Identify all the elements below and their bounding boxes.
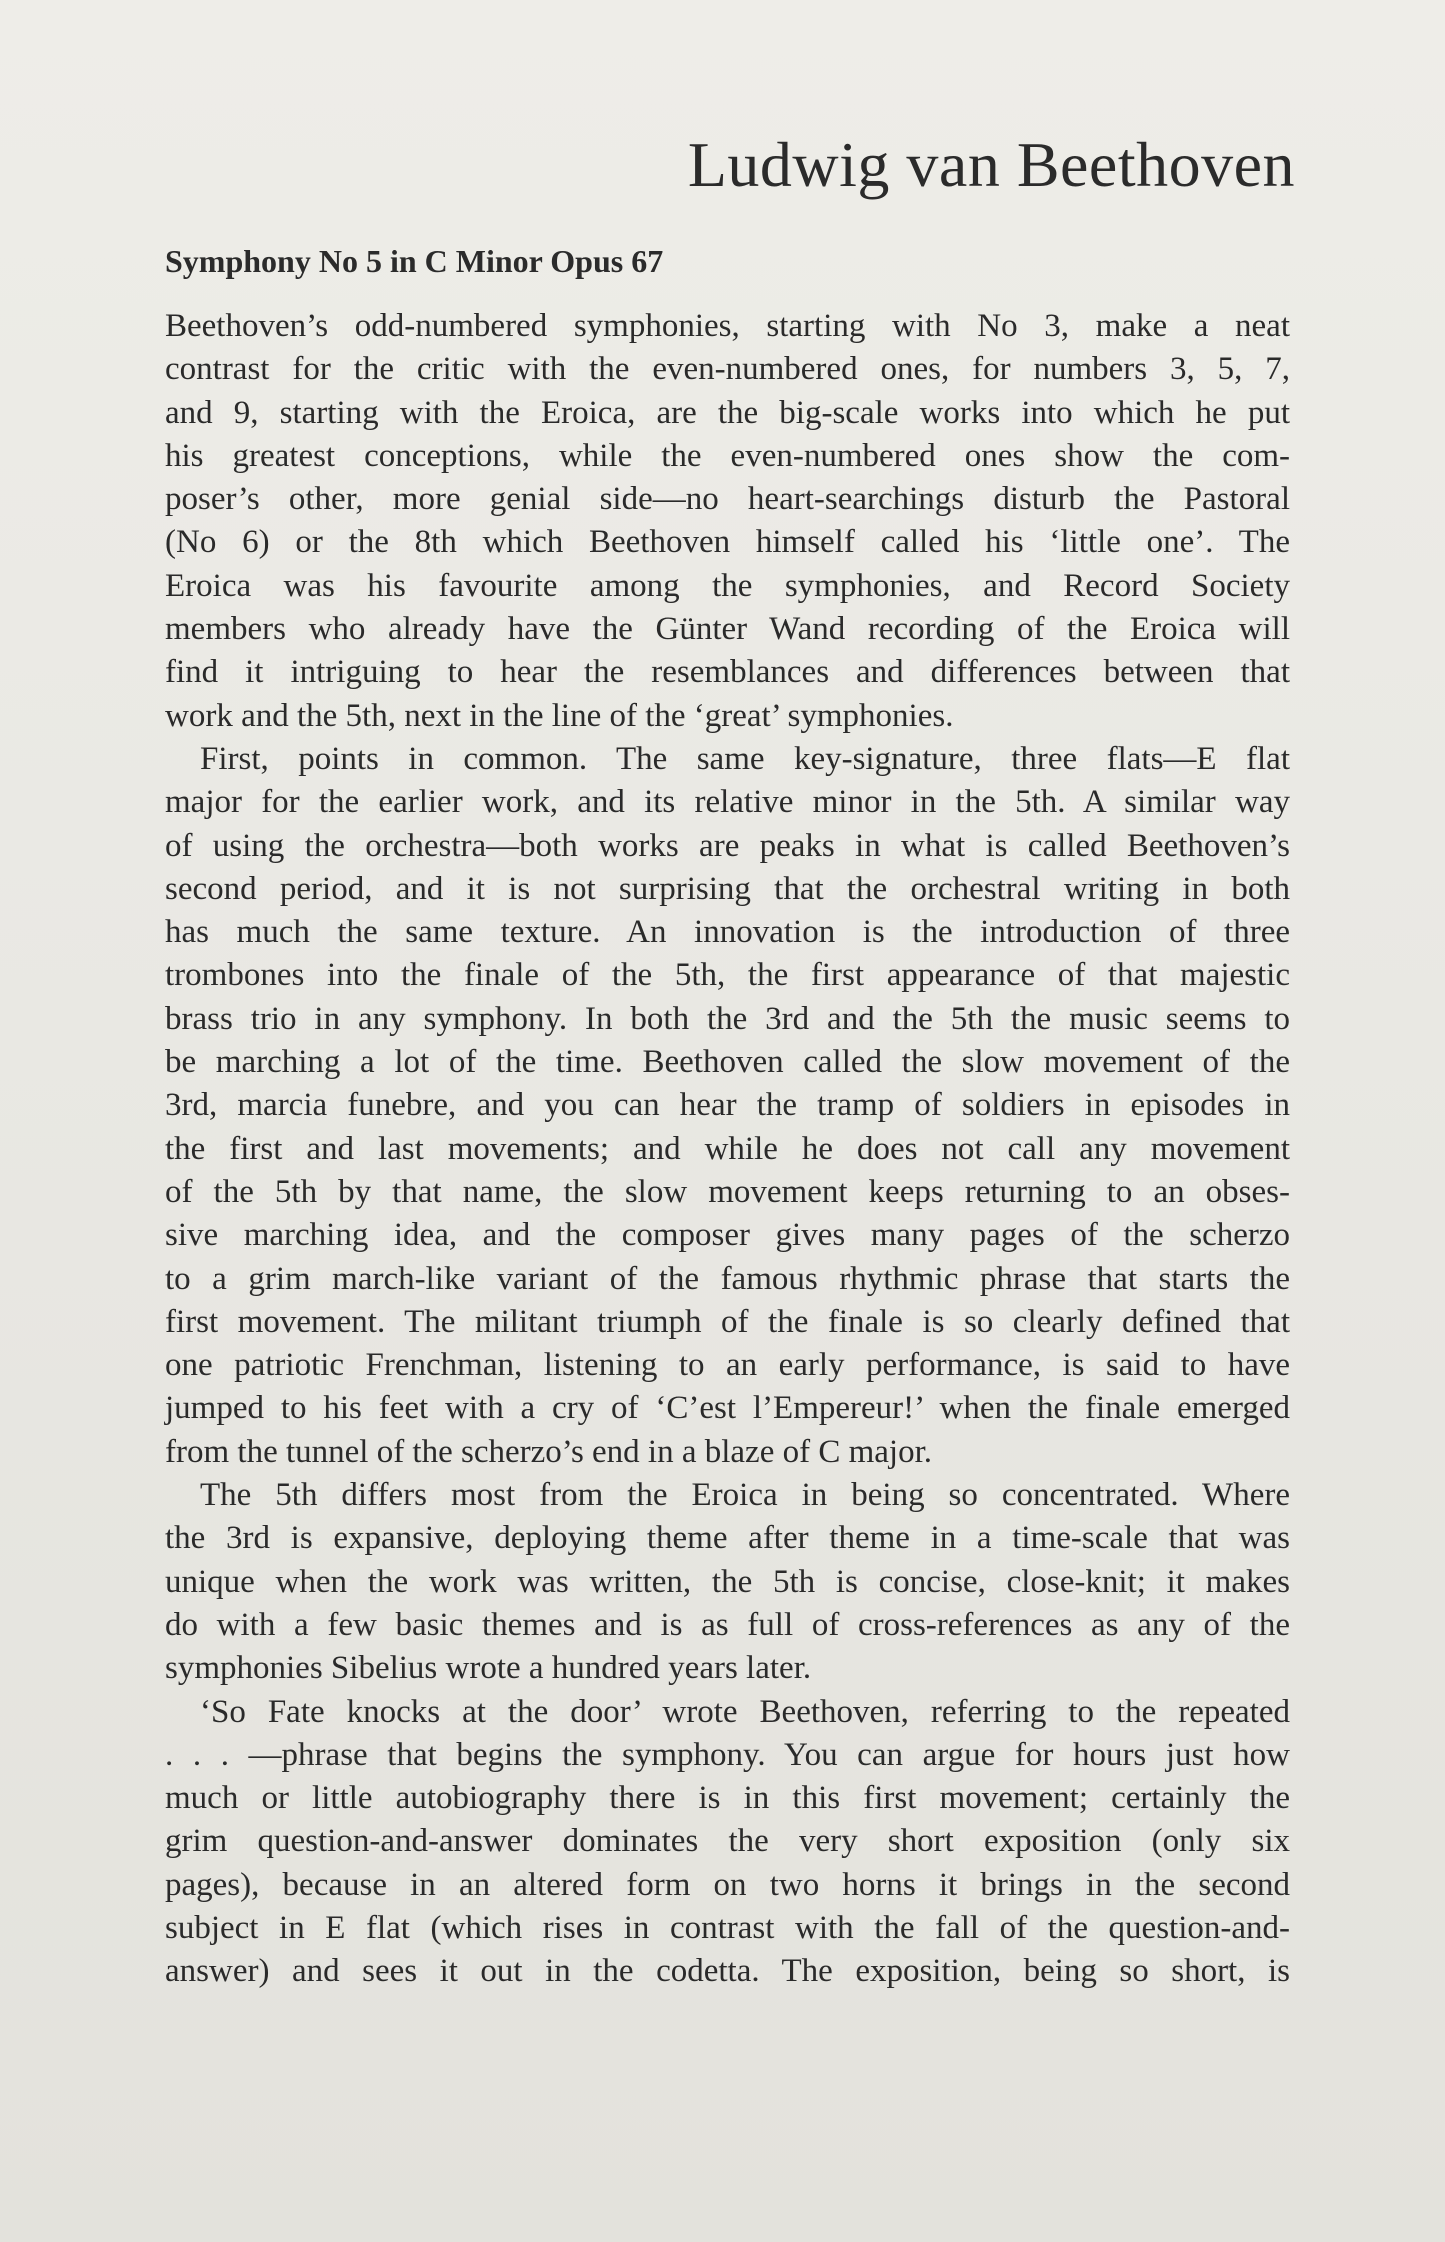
text-line: sive marching idea, and the composer gives many pages of the scherzo	[165, 1217, 1290, 1254]
text-line: Beethoven’s odd-numbered symphonies, starting with No 3, make a neat	[165, 308, 1290, 344]
text-line: brass trio in any symphony. In both the 3rd and the 5th the music seems to	[165, 1000, 1290, 1037]
text-line: one patriotic Frenchman, listening to an early performance, is said to have	[165, 1347, 1290, 1384]
text-line: much or little autobiography there is in this first movement; certainly the	[165, 1780, 1290, 1817]
page-title: Ludwig van Beethoven	[687, 129, 1295, 200]
body-text	[165, 305, 1290, 1994]
text-line: major for the earlier work, and its relative minor in the 5th. A similar way	[165, 784, 1290, 821]
text-line: of the 5th by that name, the slow movement keeps returning to an obses-	[165, 1173, 1290, 1210]
text-line: from the tunnel of the scherzo’s end in a blaze of C major.	[165, 1433, 933, 1470]
text-line: ‘So Fate knocks at the door’ wrote Beethoven, referring to the repeated	[200, 1693, 1290, 1730]
text-line: work and the 5th, next in the line of the ‘great’ symphonies.	[165, 697, 954, 734]
text-line: trombones into the finale of the 5th, the first appearance of that majestic	[165, 957, 1290, 994]
text-line: 3rd, marcia funebre, and you can hear the tramp of soldiers in episodes in	[165, 1087, 1290, 1124]
text-line: do with a few basic themes and is as full of cross-references as any of the	[165, 1606, 1290, 1643]
text-line: his greatest conceptions, while the even-numbered ones show the com-	[165, 437, 1290, 474]
text-line: poser’s other, more genial side—no heart-searchings disturb the Pastoral	[165, 481, 1290, 518]
section-heading: Symphony No 5 in C Minor Opus 67	[165, 243, 664, 279]
text-line: (No 6) or the 8th which Beethoven himself called his ‘little one’. The	[165, 524, 1290, 561]
text-line: grim question-and-answer dominates the very short exposition (only six	[165, 1823, 1290, 1860]
text-line: and 9, starting with the Eroica, are the big-scale works into which he put	[165, 394, 1290, 431]
text-line: jumped to his feet with a cry of ‘C’est l’Empereur!’ when the finale emerged	[165, 1390, 1290, 1427]
text-line: to a grim march-like variant of the famous rhythmic phrase that starts the	[165, 1260, 1290, 1297]
text-line: First, points in common. The same key-signature, three flats—E flat	[200, 740, 1290, 777]
text-line: . . . —phrase that begins the symphony. You can argue for hours just how	[165, 1736, 1290, 1773]
text-line: Eroica was his favourite among the symphonies, and Record Society	[165, 567, 1290, 604]
text-line: of using the orchestra—both works are peaks in what is called Beethoven’s	[165, 827, 1290, 864]
text-line: the first and last movements; and while he does not call any movement	[165, 1130, 1290, 1167]
text-line: has much the same texture. An innovation is the introduction of three	[165, 914, 1290, 951]
text-line: pages), because in an altered form on two horns it brings in the second	[165, 1866, 1290, 1903]
text-line: answer) and sees it out in the codetta. The exposition, being so short, is	[165, 1953, 1290, 1990]
text-line: second period, and it is not surprising that the orchestral writing in both	[165, 870, 1290, 907]
text-line: symphonies Sibelius wrote a hundred years later.	[165, 1650, 812, 1687]
text-line: first movement. The militant triumph of the finale is so clearly defined that	[165, 1303, 1290, 1340]
text-line: The 5th differs most from the Eroica in being so concentrated. Where	[200, 1477, 1290, 1514]
text-line: unique when the work was written, the 5th is concise, close-knit; it makes	[165, 1563, 1290, 1600]
text-line: find it intriguing to hear the resemblances and differences between that	[165, 654, 1290, 691]
text-line: the 3rd is expansive, deploying theme after theme in a time-scale that was	[165, 1520, 1290, 1557]
text-line: be marching a lot of the time. Beethoven called the slow movement of the	[165, 1044, 1290, 1081]
text-line: members who already have the Günter Wand recording of the Eroica will	[165, 611, 1290, 648]
text-line: subject in E flat (which rises in contrast with the fall of the question-and-	[165, 1909, 1290, 1946]
text-line: contrast for the critic with the even-numbered ones, for numbers 3, 5, 7,	[165, 351, 1290, 388]
